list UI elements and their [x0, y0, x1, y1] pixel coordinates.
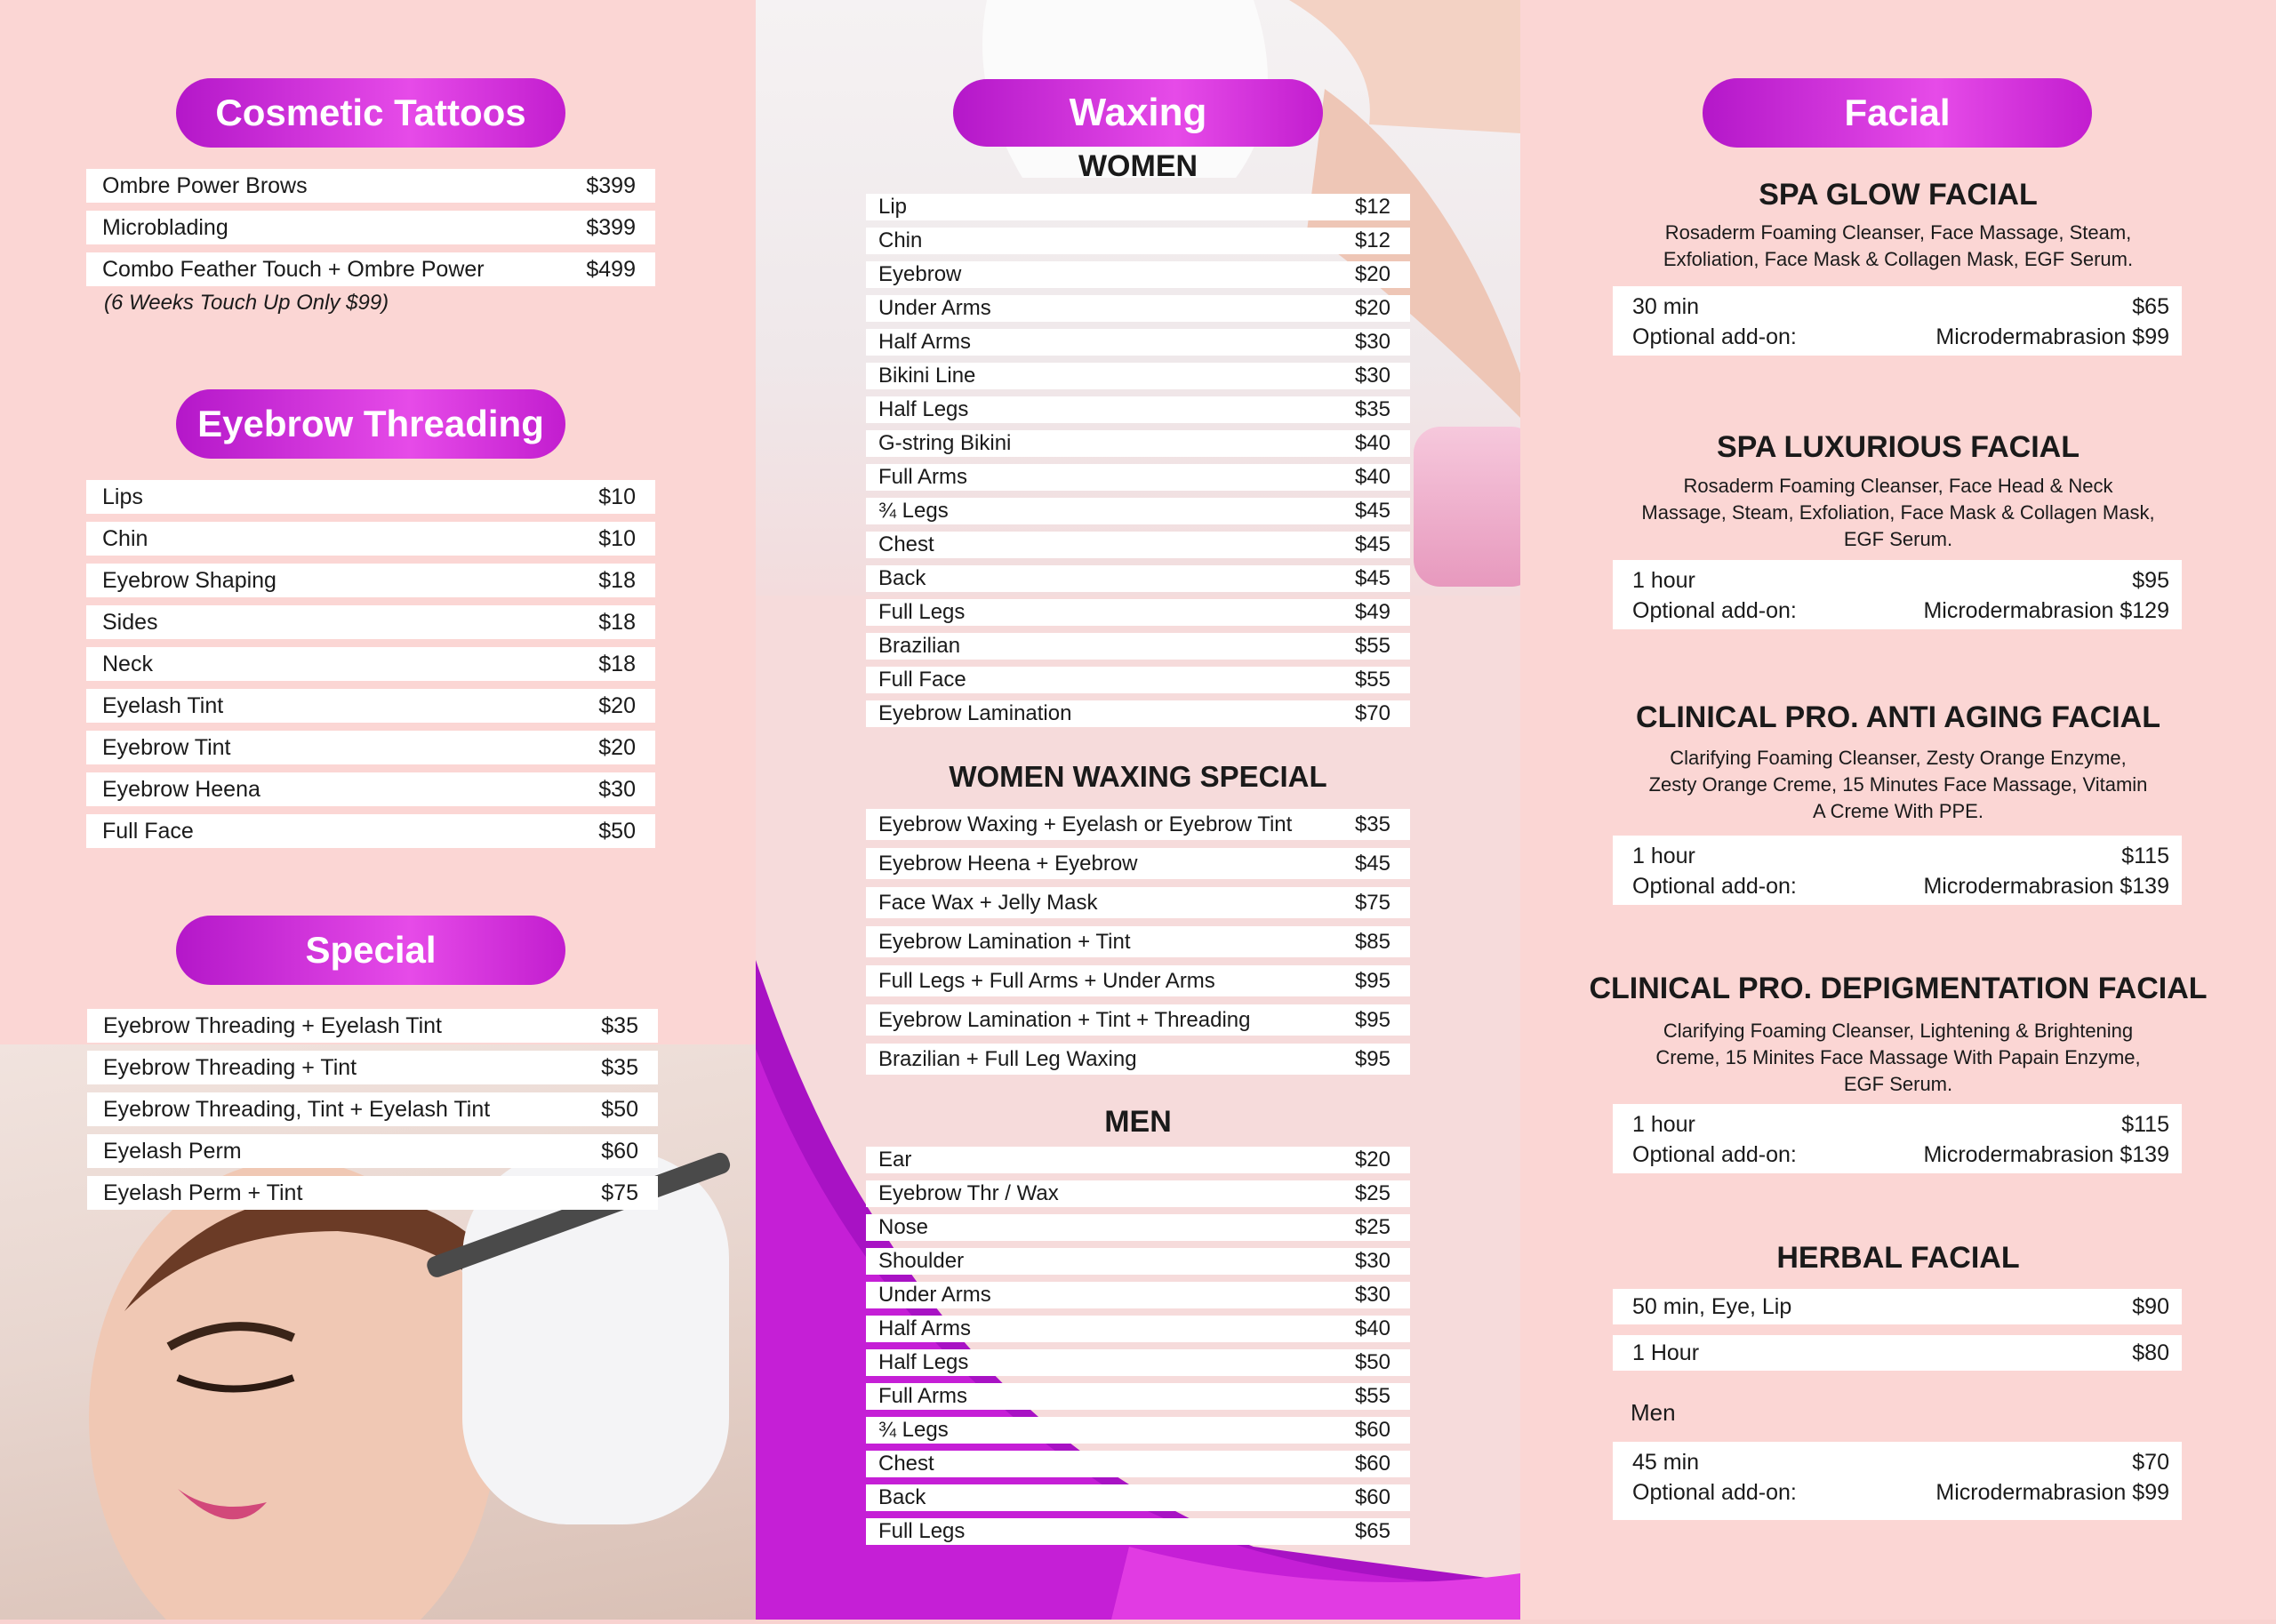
service-price: $55 [1354, 634, 1390, 658]
table-row [866, 464, 1410, 491]
description-line: Creme, 15 Minites Face Massage With Papain Enzyme, [1655, 1046, 2141, 1068]
table-row [866, 1044, 1410, 1075]
service-name: Chin [878, 228, 923, 252]
service-name: Full Arms [878, 465, 968, 489]
service-price: $12 [1354, 228, 1390, 252]
service-name: Full Legs + Full Arms + Under Arms [878, 968, 1215, 993]
service-name: Microblading [102, 214, 228, 240]
spa-glow-price-box [1613, 286, 2182, 356]
table-row [866, 565, 1410, 592]
table-row [866, 887, 1410, 918]
women-label: WOMEN [1078, 149, 1198, 183]
herbal-row-1 [1613, 1289, 2182, 1324]
spa-luxurious-price-box [1613, 560, 2182, 629]
left-panel [0, 0, 756, 1620]
table-row [866, 926, 1410, 957]
service-price: $30 [598, 776, 636, 802]
service-name: Eyelash Tint [102, 692, 224, 718]
table-row [866, 965, 1410, 996]
service-name: Chest [878, 532, 934, 556]
table-row [866, 1180, 1410, 1207]
facial-heading: Facial [1703, 78, 2092, 148]
service-price: $45 [1354, 566, 1390, 590]
touch-up-note: (6 Weeks Touch Up Only $99) [104, 291, 389, 315]
spa-glow-title: SPA GLOW FACIAL [1759, 178, 2038, 212]
service-name: Lip [878, 195, 908, 219]
table-row [866, 667, 1410, 693]
depigmentation-title: CLINICAL PRO. DEPIGMENTATION FACIAL [1589, 972, 2208, 1005]
service-price: $55 [1354, 1384, 1390, 1408]
eyebrow-threading-heading: Eyebrow Threading [176, 389, 565, 459]
service-price: $25 [1354, 1181, 1390, 1205]
duration: 1 hour [1632, 1111, 1695, 1137]
table-row [866, 1451, 1410, 1477]
anti-aging-description [1520, 745, 2276, 825]
service-price: $399 [586, 214, 636, 240]
service-name: Chin [102, 525, 148, 551]
addon-label: Optional add-on: [1632, 873, 1797, 899]
service-name: Eyebrow Threading + Eyelash Tint [103, 1012, 443, 1038]
duration: 45 min [1632, 1449, 1700, 1475]
addon-label: Optional add-on: [1632, 1479, 1797, 1505]
addon-value: Microdermabrasion $129 [1923, 597, 2169, 623]
table-row [866, 498, 1410, 524]
table-row [866, 809, 1410, 840]
service-price: $30 [1354, 1249, 1390, 1273]
table-row [86, 169, 655, 203]
service-name: Face Wax + Jelly Mask [878, 890, 1098, 915]
service-price: $20 [1354, 1148, 1390, 1172]
addon-label: Optional add-on: [1632, 1141, 1797, 1167]
service-name: Eyelash Perm [103, 1138, 242, 1164]
waxing-heading: Waxing [953, 79, 1323, 147]
service-name: Chest [878, 1452, 934, 1476]
service-price: $65 [1354, 1519, 1390, 1543]
table-row [86, 689, 655, 723]
spa-glow-description [1520, 220, 2276, 273]
depigmentation-description [1520, 1018, 2276, 1098]
service-name: Nose [878, 1215, 929, 1239]
duration: 1 hour [1632, 567, 1695, 593]
service-name: G-string Bikini [878, 431, 1012, 455]
service-price: $50 [601, 1096, 638, 1122]
service-price: $12 [1354, 195, 1390, 219]
women-waxing-table [866, 194, 1410, 734]
service-name: 50 min, Eye, Lip [1632, 1293, 1792, 1319]
service-name: Shoulder [878, 1249, 965, 1273]
description-line: Massage, Steam, Exfoliation, Face Mask & Collagen Mask, [1641, 501, 2155, 524]
service-name: Eyebrow Lamination [878, 701, 1072, 725]
table-row [866, 1004, 1410, 1036]
anti-aging-title: CLINICAL PRO. ANTI AGING FACIAL [1636, 700, 2160, 734]
service-price: $35 [1354, 812, 1390, 836]
table-row [86, 480, 655, 514]
service-name: Eyebrow [878, 262, 962, 286]
duration: 30 min [1632, 293, 1700, 319]
service-name: Full Legs [878, 600, 966, 624]
table-row [866, 396, 1410, 423]
service-name: Sides [102, 609, 158, 635]
table-row [866, 1248, 1410, 1275]
table-row [866, 1282, 1410, 1308]
description-line: EGF Serum. [1843, 528, 1953, 550]
service-name: Ombre Power Brows [102, 172, 308, 198]
service-name: Bikini Line [878, 364, 976, 388]
service-price: $35 [601, 1054, 638, 1080]
service-name: Under Arms [878, 296, 991, 320]
price: $115 [2121, 843, 2169, 868]
service-price: $499 [586, 256, 636, 282]
service-name: Eyebrow Threading + Tint [103, 1054, 357, 1080]
service-name: Eyebrow Waxing + Eyelash or Eyebrow Tint [878, 812, 1293, 836]
depigmentation-price-box [1613, 1104, 2182, 1173]
service-price: $30 [1354, 364, 1390, 388]
table-row [866, 228, 1410, 254]
herbal-facial-title: HERBAL FACIAL [1776, 1241, 2020, 1275]
service-name: Half Legs [878, 397, 969, 421]
service-price: $60 [601, 1138, 638, 1164]
table-row [866, 1518, 1410, 1545]
service-price: $35 [601, 1012, 638, 1038]
table-row [866, 1484, 1410, 1511]
service-name: 1 Hour [1632, 1340, 1700, 1365]
service-price: $49 [1354, 600, 1390, 624]
service-price: $45 [1354, 499, 1390, 523]
cosmetic-tattoos-table [86, 169, 655, 294]
service-price: $30 [1354, 330, 1390, 354]
description-line: Rosaderm Foaming Cleanser, Face Head & Neck [1683, 475, 2113, 497]
herbal-row-2 [1613, 1335, 2182, 1371]
table-row [866, 1383, 1410, 1410]
service-name: ¾ Legs [878, 1418, 949, 1442]
service-price: $40 [1354, 431, 1390, 455]
service-name: Full Arms [878, 1384, 968, 1408]
service-price: $399 [586, 172, 636, 198]
addon-value: Microdermabrasion $139 [1923, 873, 2169, 899]
herbal-men-label: Men [1631, 1399, 1676, 1426]
description-line: EGF Serum. [1843, 1073, 1953, 1095]
service-price: $95 [1354, 1007, 1390, 1032]
description-line: Clarifying Foaming Cleanser, Lightening & Brightening [1663, 1020, 2134, 1042]
price: $115 [2121, 1111, 2169, 1137]
service-name: Under Arms [878, 1283, 991, 1307]
service-name: Half Legs [878, 1350, 969, 1374]
service-name: Full Face [102, 818, 194, 844]
service-name: Eyebrow Heena + Eyebrow [878, 851, 1138, 876]
service-price: $50 [1354, 1350, 1390, 1374]
service-price: $95 [1354, 968, 1390, 993]
anti-aging-price-box [1613, 836, 2182, 905]
service-price: $90 [2132, 1293, 2169, 1319]
service-name: Half Arms [878, 330, 972, 354]
table-row [866, 848, 1410, 879]
service-price: $25 [1354, 1215, 1390, 1239]
service-price: $18 [598, 609, 636, 635]
table-row [86, 814, 655, 848]
table-row [866, 295, 1410, 322]
addon-value: Microdermabrasion $99 [1935, 324, 2169, 349]
special-table [87, 1009, 658, 1218]
table-row [86, 211, 655, 244]
service-name: Brazilian + Full Leg Waxing [878, 1046, 1137, 1071]
table-row [866, 1417, 1410, 1444]
service-name: Eyebrow Thr / Wax [878, 1181, 1059, 1205]
service-price: $35 [1354, 397, 1390, 421]
addon-label: Optional add-on: [1632, 324, 1797, 349]
service-price: $40 [1354, 1316, 1390, 1340]
service-price: $50 [598, 818, 636, 844]
description-line: Rosaderm Foaming Cleanser, Face Massage, Steam, [1664, 221, 2132, 244]
cosmetic-tattoos-heading: Cosmetic Tattoos [176, 78, 565, 148]
service-name: Ear [878, 1148, 912, 1172]
men-waxing-table [866, 1147, 1410, 1552]
service-name: Eyebrow Threading, Tint + Eyelash Tint [103, 1096, 491, 1122]
service-price: $60 [1354, 1418, 1390, 1442]
service-name: Full Face [878, 668, 966, 692]
service-name: ¾ Legs [878, 499, 949, 523]
table-row [86, 605, 655, 639]
price: $70 [2132, 1449, 2169, 1475]
table-row [87, 1092, 658, 1126]
table-row [86, 564, 655, 597]
table-row [86, 647, 655, 681]
service-price: $10 [598, 525, 636, 551]
service-name: Eyebrow Tint [102, 734, 231, 760]
service-price: $80 [2132, 1340, 2169, 1365]
table-row [86, 522, 655, 556]
table-row [866, 261, 1410, 288]
service-name: Eyelash Perm + Tint [103, 1180, 303, 1205]
women-waxing-special-table [866, 809, 1410, 1083]
service-price: $60 [1354, 1485, 1390, 1509]
table-row [866, 1316, 1410, 1342]
spa-luxurious-description [1520, 473, 2276, 553]
table-row [866, 700, 1410, 727]
candle-decoration [1414, 427, 1520, 587]
eyebrow-threading-table [86, 480, 655, 856]
service-name: Half Arms [878, 1316, 972, 1340]
table-row [866, 1214, 1410, 1241]
special-heading: Special [176, 916, 565, 985]
table-row [866, 1147, 1410, 1173]
middle-panel [756, 0, 1520, 1620]
service-price: $95 [1354, 1046, 1390, 1071]
description-line: A Creme With PPE. [1813, 800, 1983, 822]
table-row [866, 430, 1410, 457]
service-price: $18 [598, 567, 636, 593]
service-price: $45 [1354, 532, 1390, 556]
table-row [87, 1134, 658, 1168]
table-row [86, 731, 655, 764]
women-waxing-special-label: WOMEN WAXING SPECIAL [949, 760, 1327, 793]
table-row [866, 329, 1410, 356]
herbal-men-price-box [1613, 1442, 2182, 1520]
service-price: $10 [598, 484, 636, 509]
service-price: $18 [598, 651, 636, 676]
service-name: Eyebrow Heena [102, 776, 260, 802]
table-row [866, 194, 1410, 220]
service-price: $45 [1354, 851, 1390, 876]
addon-label: Optional add-on: [1632, 597, 1797, 623]
service-name: Lips [102, 484, 143, 509]
service-name: Full Legs [878, 1519, 966, 1543]
service-name: Back [878, 1485, 926, 1509]
spa-luxurious-title: SPA LUXURIOUS FACIAL [1716, 430, 2080, 464]
service-price: $20 [1354, 262, 1390, 286]
service-name: Neck [102, 651, 153, 676]
service-price: $40 [1354, 465, 1390, 489]
table-row [87, 1009, 658, 1043]
right-panel [1520, 0, 2276, 1620]
service-price: $30 [1354, 1283, 1390, 1307]
service-price: $20 [598, 734, 636, 760]
service-name: Eyebrow Lamination + Tint [878, 929, 1131, 954]
service-price: $20 [598, 692, 636, 718]
table-row [86, 252, 655, 286]
description-line: Clarifying Foaming Cleanser, Zesty Orange Enzyme, [1670, 747, 2127, 769]
service-name: Back [878, 566, 926, 590]
table-row [866, 633, 1410, 660]
addon-value: Microdermabrasion $99 [1935, 1479, 2169, 1505]
table-row [866, 599, 1410, 626]
service-price: $70 [1354, 701, 1390, 725]
price: $95 [2132, 567, 2169, 593]
table-row [866, 532, 1410, 558]
duration: 1 hour [1632, 843, 1695, 868]
addon-value: Microdermabrasion $139 [1923, 1141, 2169, 1167]
service-price: $85 [1354, 929, 1390, 954]
service-name: Brazilian [878, 634, 961, 658]
table-row [866, 1349, 1410, 1376]
table-row [87, 1051, 658, 1084]
service-price: $75 [601, 1180, 638, 1205]
table-row [86, 772, 655, 806]
service-price: $60 [1354, 1452, 1390, 1476]
men-label: MEN [1104, 1105, 1172, 1139]
service-name: Combo Feather Touch + Ombre Power [102, 256, 485, 282]
price: $65 [2132, 293, 2169, 319]
description-line: Zesty Orange Creme, 15 Minutes Face Massage, Vitamin [1648, 773, 2148, 796]
description-line: Exfoliation, Face Mask & Collagen Mask, EGF Serum. [1663, 248, 2134, 270]
service-name: Eyebrow Lamination + Tint + Threading [878, 1007, 1251, 1032]
service-name: Eyebrow Shaping [102, 567, 276, 593]
service-price: $55 [1354, 668, 1390, 692]
table-row [87, 1176, 658, 1210]
service-price: $20 [1354, 296, 1390, 320]
service-price: $75 [1354, 890, 1390, 915]
table-row [866, 363, 1410, 389]
